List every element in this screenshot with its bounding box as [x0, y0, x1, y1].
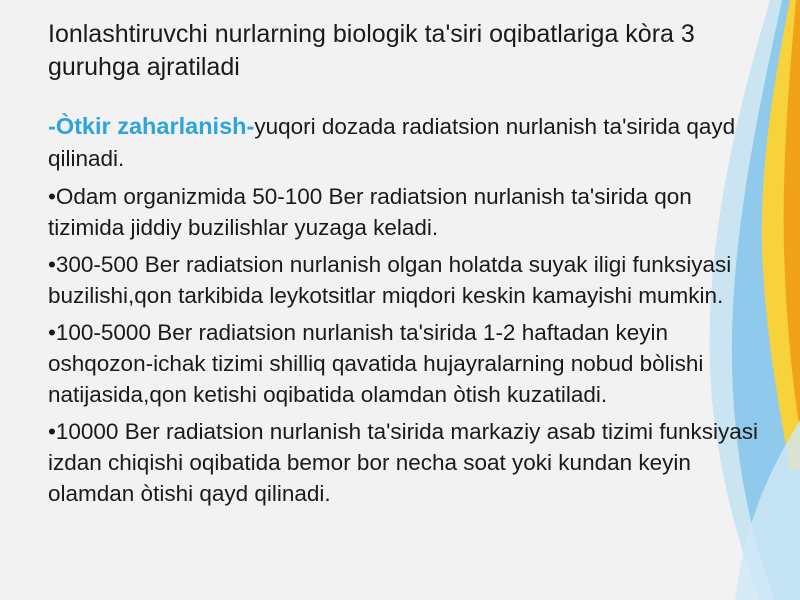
bullet-item: •100-5000 Ber radiatsion nurlanish ta'sirida 1-2 haftadan keyin oshqozon-ichak tizimi shilliq qavatida hujayralarning nobud bòlishi natijasida,qon ketishi oqibatida olamdan òtish kuzatiladi.	[48, 320, 704, 407]
bullet-item: •300-500 Ber radiatsion nurlanish olgan holatda suyak iligi funksiyasi buzilishi,qon tarkibida leykotsitlar miqdori keskin kamayishi mumkin.	[48, 252, 732, 308]
slide-content	[48, 110, 758, 515]
intro-paragraph	[48, 110, 758, 175]
slide-title: Ionlashtiruvchi nurlarning biologik ta'siri oqibatlariga kòra 3 guruhga ajratiladi	[48, 20, 695, 81]
highlight-term: -Òtkir zaharlanish-	[48, 113, 255, 139]
intro-text: yuqori dozada radiatsion nurlanish ta'sirida qayd qilinadi.	[48, 114, 736, 171]
bullet-item: •10000 Ber radiatsion nurlanish ta'sirida markaziy asab tizimi funksiyasi izdan chiqishi oqibatida bemor bor necha soat yoki kundan keyin olamdan òtishi qayd qilinadi.	[48, 419, 758, 506]
bullet-item: •Odam organizmida 50-100 Ber radiatsion nurlanish ta'sirida qon tizimida jiddiy buzilishlar yuzaga keladi.	[48, 184, 692, 240]
